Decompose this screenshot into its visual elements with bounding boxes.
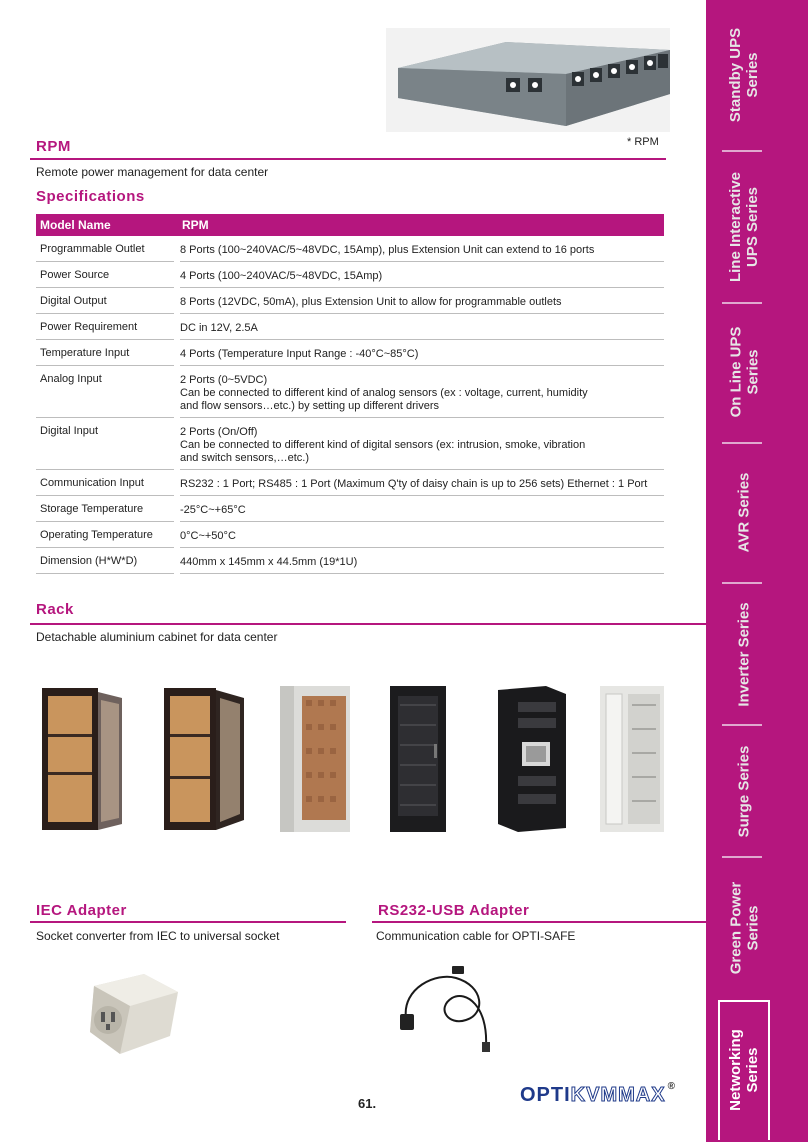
- rack-glass-door-image: [40, 684, 124, 834]
- spec-row: [36, 470, 664, 496]
- spec-table-header: [36, 214, 664, 236]
- spec-row-name: Dimension (H*W*D): [36, 548, 174, 574]
- usb-description: Communication cable for OPTI-SAFE: [376, 929, 576, 943]
- sidebar-item-surge[interactable]: [720, 726, 768, 856]
- spec-row-value: 2 Ports (On/Off) Can be connected to different kind of digital sensors (ex: intrusion, smoke, vibration and switch sensors,…etc.): [180, 418, 664, 470]
- sidebar-item-avr[interactable]: [720, 444, 768, 580]
- rack-white-frame-image: [598, 684, 666, 834]
- rack-black-mesh-image: [388, 684, 448, 834]
- spec-table-body: [36, 236, 664, 574]
- spec-row-name: Power Source: [36, 262, 174, 288]
- iec-title-rule: [30, 921, 346, 923]
- sidebar-item-label: On Line UPS Series: [727, 326, 761, 418]
- sidebar-item-standby-ups[interactable]: [720, 0, 768, 150]
- sidebar-item-green-power[interactable]: [720, 858, 768, 998]
- specifications-title: Specifications: [36, 188, 145, 205]
- sidebar-item-inverter[interactable]: [720, 584, 768, 724]
- iec-title: IEC Adapter: [36, 902, 127, 919]
- spec-row: [36, 366, 664, 418]
- usb-title: RS232-USB Adapter: [378, 902, 530, 919]
- spec-row: [36, 418, 664, 470]
- rpm-title: RPM: [36, 138, 71, 155]
- rack-white-mesh-image: [278, 684, 352, 834]
- spec-header-value: RPM: [182, 218, 209, 232]
- spec-row: [36, 236, 664, 262]
- spec-row-value: 0°C~+50°C: [180, 522, 664, 548]
- spec-row-value: RS232 : 1 Port; RS485 : 1 Port (Maximum Q'ty of daisy chain is up to 256 sets) Ethernet : 1 Port: [180, 470, 664, 496]
- sidebar-item-label: AVR Series: [735, 472, 753, 552]
- spec-row-value: 8 Ports (100~240VAC/5~48VDC, 15Amp), plus Extension Unit can extend to 16 ports: [180, 236, 664, 262]
- sidebar-item-line-interactive-ups[interactable]: [720, 152, 768, 302]
- rack-title-rule: [30, 623, 706, 625]
- rack-open-door-image: [162, 684, 246, 834]
- sidebar-item-label: Green Power Series: [727, 881, 762, 975]
- sidebar-item-online-ups[interactable]: [720, 304, 768, 440]
- rpm-title-rule: [30, 158, 666, 160]
- sidebar-item-label: Surge Series: [735, 745, 753, 837]
- rpm-image-caption: * RPM: [627, 136, 659, 148]
- spec-row-name: Temperature Input: [36, 340, 174, 366]
- spec-row: [36, 314, 664, 340]
- spec-row-value: 4 Ports (Temperature Input Range : -40°C~85°C): [180, 340, 664, 366]
- spec-row: [36, 340, 664, 366]
- spec-row-name: Digital Input: [36, 418, 174, 470]
- spec-row: [36, 522, 664, 548]
- sidebar-item-networking[interactable]: [720, 1000, 768, 1140]
- spec-row: [36, 496, 664, 522]
- spec-row-value: 8 Ports (12VDC, 50mA), plus Extension Unit to allow for programmable outlets: [180, 288, 664, 314]
- spec-row-value: -25°C~+65°C: [180, 496, 664, 522]
- iec-adapter-image: [84, 966, 184, 1062]
- sidebar-item-label: Inverter Series: [735, 601, 753, 707]
- spec-row: [36, 548, 664, 574]
- rack-description: Detachable aluminium cabinet for data center: [36, 630, 278, 644]
- rack-open-frame-image: [496, 684, 568, 834]
- spec-row-name: Programmable Outlet: [36, 236, 174, 262]
- spec-row: [36, 288, 664, 314]
- page-number: 61.: [358, 1096, 377, 1111]
- spec-table: [36, 214, 664, 574]
- spec-row-name: Storage Temperature: [36, 496, 174, 522]
- rack-title: Rack: [36, 601, 74, 618]
- iec-description: Socket converter from IEC to universal socket: [36, 929, 280, 943]
- rpm-product-image: [386, 28, 670, 132]
- rpm-description: Remote power management for data center: [36, 165, 269, 179]
- spec-row-value: 2 Ports (0~5VDC) Can be connected to different kind of analog sensors (ex : voltage, current, humidity and flow sensors…etc.) by setting up different drivers: [180, 366, 664, 418]
- series-sidebar: [706, 0, 808, 1142]
- spec-row-value: DC in 12V, 2.5A: [180, 314, 664, 340]
- usb-cable-image: [396, 958, 496, 1054]
- usb-title-rule: [372, 921, 706, 923]
- spec-row-name: Operating Temperature: [36, 522, 174, 548]
- spec-row-value: 4 Ports (100~240VAC/5~48VDC, 15Amp): [180, 262, 664, 288]
- spec-row-name: Power Requirement: [36, 314, 174, 340]
- sidebar-item-label: Line Interactive UPS Series: [727, 171, 762, 283]
- spec-row-value: 440mm x 145mm x 44.5mm (19*1U): [180, 548, 664, 574]
- spec-row: [36, 262, 664, 288]
- spec-row-name: Analog Input: [36, 366, 174, 418]
- sidebar-item-label: Networking Series: [727, 1029, 761, 1111]
- spec-row-name: Digital Output: [36, 288, 174, 314]
- spec-row-name: Communication Input: [36, 470, 174, 496]
- optikvmmax-logo: OPTIKVMMAX ®: [520, 1081, 676, 1106]
- sidebar-item-label: Standby UPS Series: [727, 27, 761, 123]
- spec-header-name: Model Name: [40, 218, 111, 232]
